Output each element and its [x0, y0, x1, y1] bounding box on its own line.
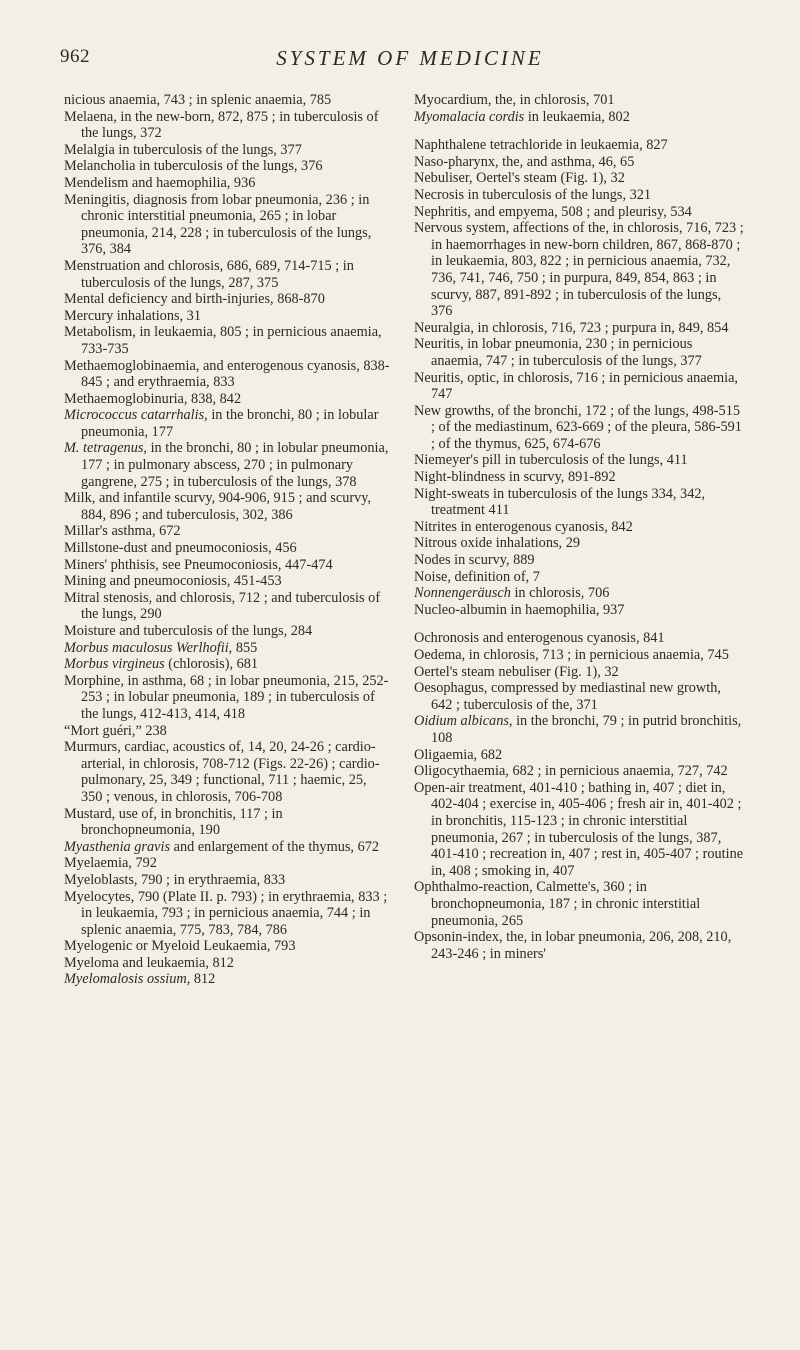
- index-entry-text: in the bronchi, 79 ; in putrid bronchitis, 108: [431, 713, 742, 746]
- index-entry: [64, 723, 390, 740]
- index-entry: [414, 552, 744, 569]
- index-entry: [414, 370, 744, 403]
- index-entry: [64, 839, 390, 856]
- index-column-left: [64, 92, 390, 988]
- index-entry-text: Noise, definition of, 7: [414, 568, 540, 585]
- index-entry: [64, 291, 390, 308]
- index-entry-text: Melaena, in the new-born, 872, 875 ; in tuberculosis of the lungs, 372: [64, 108, 379, 142]
- index-entry-italic-term: Morbus maculosus Werlhofii,: [64, 639, 233, 656]
- index-entry: [64, 955, 390, 972]
- index-entry-text: Metabolism, in leukaemia, 805 ; in pernicious anaemia, 733-735: [64, 324, 382, 357]
- index-entry-text: Night-blindness in scurvy, 891-892: [414, 469, 616, 486]
- index-entry: [64, 971, 390, 988]
- index-entry: [414, 170, 744, 187]
- index-entry-text: Morphine, in asthma, 68 ; in lobar pneumonia, 215, 252-253 ; in lobular pneumonia, 189 ; in tuberculosis of the lungs, 412-413, 414, 418: [64, 672, 389, 722]
- index-entry-text: 812: [190, 971, 216, 988]
- index-entry: [64, 92, 390, 109]
- index-entry: [414, 486, 744, 519]
- index-entry: [64, 889, 390, 939]
- index-entry: [64, 158, 390, 175]
- index-entry-text: Mental deficiency and birth-injuries, 868-870: [64, 291, 325, 308]
- index-entry-text: in the bronchi, 80 ; in lobular pneumonia, 177: [81, 407, 379, 440]
- index-entry-text: Nervous system, affections of the, in chlorosis, 716, 723 ; in haemorrhages in new-born children, 867, 868-870 ; in leukaemia, 803, 822 ; in pernicious anaemia, 732, 736, 741, 746, 750 ; in purpura, 849, 854, 863 ; in scurvy, 887, 891-892 ; in tuberculosis of the lungs, 376: [414, 220, 744, 320]
- index-entry: [414, 154, 744, 171]
- index-entry: [64, 673, 390, 723]
- index-entry-italic-term: Myelomalosis ossium,: [64, 971, 191, 988]
- index-entry-text: Neuralgia, in chlorosis, 716, 723 ; purpura in, 849, 854: [414, 319, 729, 336]
- index-entry-text: Methaemoglobinaemia, and enterogenous cyanosis, 838-845 ; and erythraemia, 833: [64, 357, 390, 391]
- index-entry-text: New growths, of the bronchi, 172 ; of the lungs, 498-515 ; of the mediastinum, 623-669 ; of the pleura, 586-591 ; of the thymus, 625, 674-676: [414, 402, 742, 452]
- index-entry: [64, 540, 390, 557]
- index-entry-text: Moisture and tuberculosis of the lungs, 284: [64, 623, 313, 639]
- index-entry: [64, 656, 390, 673]
- index-entry-italic-term: Micrococcus catarrhalis,: [64, 407, 208, 424]
- index-entry-text: Ophthalmo-reaction, Calmette's, 360 ; in bronchopneumonia, 187 ; in chronic interstitial pneumonia, 265: [414, 879, 701, 929]
- index-entry-text: Oligaemia, 682: [414, 746, 503, 763]
- index-entry-text: Miners' phthisis, see Pneumoconiosis, 447-474: [64, 556, 333, 573]
- index-entry-text: Oertel's steam nebuliser (Fig. 1), 32: [414, 663, 619, 680]
- index-entry: [414, 535, 744, 552]
- index-entry-text: and enlargement of the thymus, 672: [170, 838, 380, 855]
- index-entry-text: in chlorosis, 706: [510, 585, 610, 602]
- index-entry-italic-term: Myasthenia gravis: [64, 838, 171, 855]
- index-entry-text: Naphthalene tetrachloride in leukaemia, 827: [414, 137, 668, 154]
- index-entry-text: Nucleo-albumin in haemophilia, 937: [414, 601, 625, 618]
- index-entry: [414, 763, 744, 780]
- index-entry: [414, 137, 744, 154]
- index-entry-text: Necrosis in tuberculosis of the lungs, 321: [414, 186, 652, 203]
- index-entry-text: Myocardium, the, in chlorosis, 701: [414, 92, 615, 108]
- index-entry: [64, 308, 390, 325]
- index-entry: [414, 187, 744, 204]
- index-entry-text: Melancholia in tuberculosis of the lungs, 376: [64, 158, 323, 175]
- index-entry-italic-term: Oidium albicans,: [414, 713, 513, 730]
- index-entry-text: Millar's asthma, 672: [64, 523, 181, 540]
- index-entry: [64, 855, 390, 872]
- index-entry: [414, 713, 744, 746]
- index-column-right: [414, 92, 744, 962]
- index-entry-text: Methaemoglobinuria, 838, 842: [64, 390, 242, 407]
- index-entry: [64, 490, 390, 523]
- index-entry-italic-term: M. tetragenus,: [64, 440, 147, 457]
- index-entry-text: Nitrites in enterogenous cyanosis, 842: [414, 518, 633, 535]
- index-entry-text: Oedema, in chlorosis, 713 ; in pernicious anaemia, 745: [414, 647, 729, 663]
- index-entry-text: Milk, and infantile scurvy, 904-906, 915 ; and scurvy, 884, 896 ; and tuberculosis, 302, 386: [64, 490, 372, 523]
- index-entry: [64, 557, 390, 574]
- index-entry: [64, 407, 390, 440]
- index-entry: [64, 623, 390, 640]
- index-entry-text: Open-air treatment, 401-410 ; bathing in, 407 ; diet in, 402-404 ; exercise in, 405-406 ; fresh air in, 401-402 ; in bronchitis, 115-123 ; in chronic interstitial pneumonia, 267 ; in tuberculosis of the lungs, 387, 401-410 ; recreation in, 407 ; rest in, 405-407 ; routine in, 408 ; smoking in, 407: [414, 779, 744, 879]
- index-entry: [414, 519, 744, 536]
- index-entry-text: Oesophagus, compressed by mediastinal new growth, 642 ; tuberculosis of the, 371: [414, 680, 721, 713]
- index-entry: [414, 647, 744, 664]
- index-entry: [414, 585, 744, 602]
- index-entry: [414, 879, 744, 929]
- index-entry-text: Meningitis, diagnosis from lobar pneumonia, 236 ; in chronic interstitial pneumonia, 265 ; in lobar pneumonia, 214, 228 ; in tuberculosis of the lungs, 376, 384: [64, 191, 372, 258]
- index-entry: [414, 220, 744, 320]
- index-entry: [414, 403, 744, 453]
- index-entry-text: Millstone-dust and pneumoconiosis, 456: [64, 540, 297, 557]
- index-entry: [64, 440, 390, 490]
- index-entry: [64, 590, 390, 623]
- index-entry-text: Myeloblasts, 790 ; in erythraemia, 833: [64, 871, 286, 888]
- index-entry-text: Mercury inhalations, 31: [64, 307, 201, 324]
- index-entry: [414, 680, 744, 713]
- index-entry: [64, 175, 390, 192]
- index-entry: [414, 469, 744, 486]
- index-entry: [414, 109, 744, 126]
- index-entry-text: Nebuliser, Oertel's steam (Fig. 1), 32: [414, 170, 625, 187]
- index-entry-text: Myeloma and leukaemia, 812: [64, 954, 234, 971]
- index-entry-text: Mustard, use of, in bronchitis, 117 ; in bronchopneumonia, 190: [64, 805, 283, 839]
- index-entry-text: Neuritis, optic, in chlorosis, 716 ; in pernicious anaemia, 747: [414, 369, 738, 403]
- index-entry-text: Ochronosis and enterogenous cyanosis, 841: [414, 630, 665, 647]
- index-entry-text: (chlorosis), 681: [164, 656, 259, 673]
- index-entry-text: in leukaemia, 802: [524, 108, 630, 125]
- index-entry: [414, 780, 744, 880]
- index-entry: [414, 204, 744, 221]
- index-entry: [64, 192, 390, 258]
- index-entry: [64, 573, 390, 590]
- index-entry-text: Night-sweats in tuberculosis of the lungs 334, 342, treatment 411: [414, 485, 706, 519]
- index-entry: [64, 523, 390, 540]
- index-entry: [414, 92, 744, 109]
- index-entry-text: Oligocythaemia, 682 ; in pernicious anaemia, 727, 742: [414, 763, 728, 780]
- index-entry-text: Myelogenic or Myeloid Leukaemia, 793: [64, 938, 296, 955]
- index-entry-italic-term: Myomalacia cordis: [414, 108, 525, 125]
- index-entry-text: 855: [232, 639, 258, 656]
- index-entry: [64, 324, 390, 357]
- index-entry: [414, 602, 744, 619]
- index-entry-text: Mendelism and haemophilia, 936: [64, 174, 256, 191]
- index-entry: [64, 938, 390, 955]
- index-entry-text: Niemeyer's pill in tuberculosis of the lungs, 411: [414, 452, 688, 469]
- index-entry-text: Nitrous oxide inhalations, 29: [414, 535, 580, 552]
- index-entry-text: nicious anaemia, 743 ; in splenic anaemia, 785: [64, 92, 332, 108]
- index-entry: [64, 258, 390, 291]
- index-entry-italic-term: Nonnengeräusch: [414, 585, 511, 602]
- index-entry-text: Mitral stenosis, and chlorosis, 712 ; and tuberculosis of the lungs, 290: [64, 589, 381, 623]
- index-entry: [64, 142, 390, 159]
- index-entry: [64, 872, 390, 889]
- index-entry: [414, 452, 744, 469]
- index-entry: [414, 630, 744, 647]
- index-entry: [414, 747, 744, 764]
- index-entry-text: Naso-pharynx, the, and asthma, 46, 65: [414, 153, 635, 170]
- index-entry-text: in the bronchi, 80 ; in lobular pneumonia, 177 ; in pulmonary abscess, 270 ; in pulmonary gangrene, 275 ; in tuberculosis of the lungs, 378: [81, 440, 389, 490]
- index-entry-text: Mining and pneumoconiosis, 451-453: [64, 573, 282, 590]
- index-entry: [414, 569, 744, 586]
- index-entry-text: Murmurs, cardiac, acoustics of, 14, 20, 24-26 ; cardio-arterial, in chlorosis, 708-712 (Figs. 22-26) ; cardio-pulmonary, 25, 349 ; functional, 711 ; haemic, 25, 350 ; venous, in chlorosis, 706-708: [64, 739, 380, 805]
- page-number: 962: [60, 46, 90, 67]
- index-entry: [414, 336, 744, 369]
- page-header: [60, 46, 760, 76]
- index-entry-text: Opsonin-index, the, in lobar pneumonia, 206, 208, 210, 243-246 ; in miners': [414, 929, 732, 962]
- index-entry: [64, 640, 390, 657]
- index-entry-text: Myelocytes, 790 (Plate II. p. 793) ; in erythraemia, 833 ; in leukaemia, 793 ; in pernicious anaemia, 744 ; in splenic anaemia, 775, 783, 784, 786: [64, 888, 388, 938]
- index-entry: [414, 929, 744, 962]
- index-entry-italic-term: Morbus virgineus: [64, 656, 165, 673]
- index-entry: [64, 109, 390, 142]
- index-entry: [64, 391, 390, 408]
- running-title: SYSTEM OF MEDICINE: [276, 46, 544, 70]
- index-entry-text: Nephritis, and empyema, 508 ; and pleurisy, 534: [414, 203, 692, 220]
- index-entry: [414, 664, 744, 681]
- index-entry: [64, 358, 390, 391]
- index-entry: [64, 806, 390, 839]
- index-entry-text: Neuritis, in lobar pneumonia, 230 ; in pernicious anaemia, 747 ; in tuberculosis of the lungs, 377: [414, 336, 702, 369]
- index-entry-text: Menstruation and chlorosis, 686, 689, 714-715 ; in tuberculosis of the lungs, 287, 375: [64, 257, 354, 291]
- index-entry: [64, 739, 390, 805]
- index-entry: [414, 320, 744, 337]
- index-entry-text: Myelaemia, 792: [64, 855, 157, 872]
- index-entry-text: Melalgia in tuberculosis of the lungs, 377: [64, 141, 302, 158]
- index-entry-text: Nodes in scurvy, 889: [414, 552, 535, 569]
- index-entry-text: “Mort guéri,” 238: [64, 722, 167, 739]
